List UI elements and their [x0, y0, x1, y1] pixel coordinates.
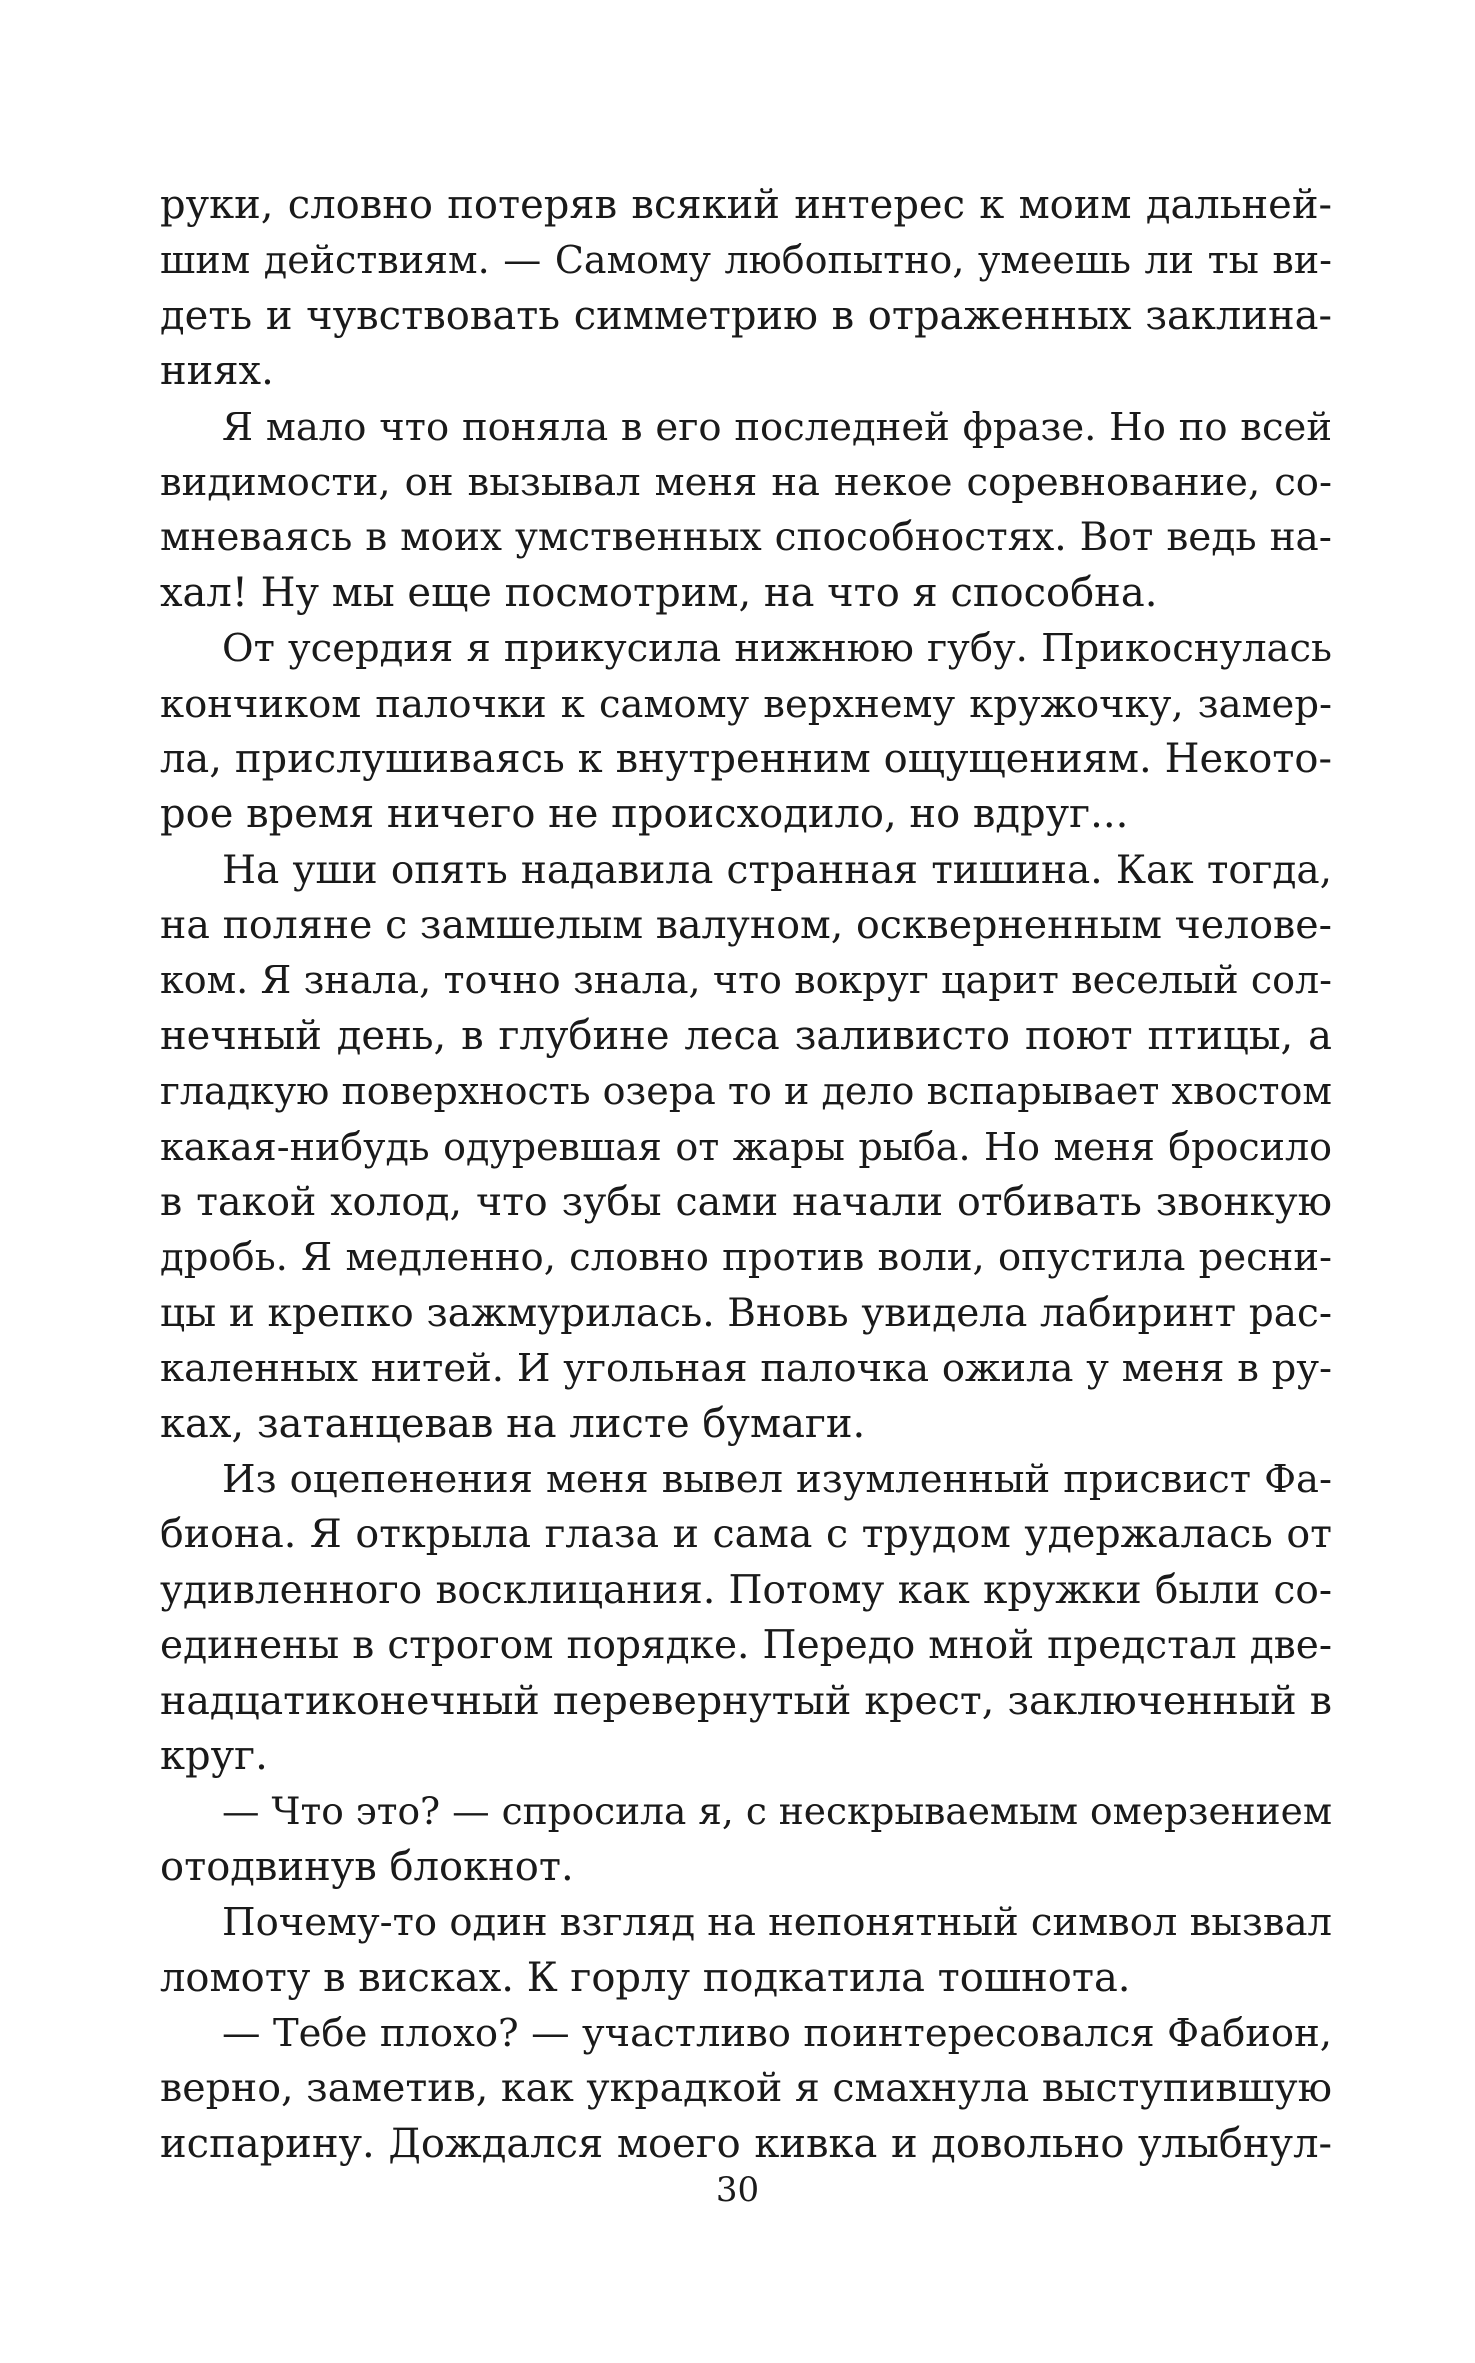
- text-line: надцатиконечный перевернутый крест, заключенный в: [160, 1677, 1332, 1724]
- paragraph-first-line: На уши опять надавила странная тишина. Как тогда,: [222, 847, 1332, 893]
- paragraph-first-line: Почему-то один взгляд на непонятный символ вызвал: [222, 1900, 1332, 1946]
- text-line: ниях.: [160, 348, 274, 395]
- text-line: ла, прислушиваясь к внутренним ощущениям. Некото-: [160, 735, 1332, 782]
- text-line: единены в строгом порядке. Передо мной предстал две-: [160, 1623, 1332, 1669]
- text-line: круг.: [160, 1732, 268, 1779]
- text-line: мневаясь в моих умственных способностях. Вот ведь на-: [160, 515, 1332, 561]
- text-line: рое время ничего не происходило, но вдруг...: [160, 791, 1129, 838]
- paragraph-first-line: Из оцепенения меня вывел изумленный присвист Фа-: [222, 1456, 1332, 1502]
- paragraph-first-line: — Тебе плохо? — участливо поинтересовался Фабион,: [222, 2010, 1332, 2056]
- text-line: ком. Я знала, точно знала, что вокруг царит веселый сол-: [160, 958, 1332, 1003]
- page-number: 30: [715, 2170, 760, 2210]
- text-line: хал! Ну мы еще посмотрим, на что я способна.: [160, 569, 1158, 616]
- text-line: удивленного восклицания. Потому как кружки были со-: [160, 1567, 1332, 1613]
- text-line: каленных нитей. И угольная палочка ожила у меня в ру-: [160, 1346, 1332, 1392]
- text-line: видимости, он вызывал меня на некое соревнование, со-: [160, 459, 1332, 505]
- text-line: шим действиям. — Самому любопытно, умеешь ли ты ви-: [160, 238, 1332, 283]
- paragraph-first-line: Я мало что поняла в его последней фразе. Но по всей: [222, 404, 1332, 450]
- text-line: нечный день, в глубине леса заливисто поют птицы, а: [160, 1012, 1332, 1059]
- text-line: какая-нибудь одуревшая от жары рыба. Но меня бросило: [160, 1124, 1332, 1169]
- text-line: на поляне с замшелым валуном, оскверненным челове-: [160, 902, 1332, 949]
- text-line: дробь. Я медленно, словно против воли, опустила ресни-: [160, 1235, 1332, 1281]
- text-line: биона. Я открыла глаза и сама с трудом удержалась от: [160, 1511, 1332, 1558]
- text-line: отодвинув блокнот.: [160, 1843, 574, 1890]
- book-page-body: [160, 178, 1332, 2172]
- text-line: испарину. Дождался моего кивка и довольно улыбнул-: [160, 2120, 1332, 2167]
- text-line: деть и чувствовать симметрию в отраженных заклина-: [160, 292, 1332, 339]
- text-line: верно, заметив, как украдкой я смахнула выступившую: [160, 2065, 1332, 2112]
- text-line: в такой холод, что зубы сами начали отбивать звонкую: [160, 1179, 1332, 1226]
- text-line: кончиком палочки к самому верхнему кружочку, замер-: [160, 681, 1332, 727]
- text-line: ломоту в висках. К горлу подкатила тошнота.: [160, 1954, 1131, 2001]
- paragraph-first-line: От усердия я прикусила нижнюю губу. Прикоснулась: [222, 626, 1332, 672]
- text-line: руки, словно потеряв всякий интерес к моим дальней-: [160, 182, 1332, 228]
- text-line: гладкую поверхность озера то и дело вспарывает хвостом: [160, 1069, 1332, 1114]
- text-line: ках, затанцевав на листе бумаги.: [160, 1400, 866, 1447]
- text-line: цы и крепко зажмурилась. Вновь увидела лабиринт рас-: [160, 1290, 1332, 1336]
- paragraph-first-line: — Что это? — спросила я, с нескрываемым омерзением: [222, 1789, 1332, 1834]
